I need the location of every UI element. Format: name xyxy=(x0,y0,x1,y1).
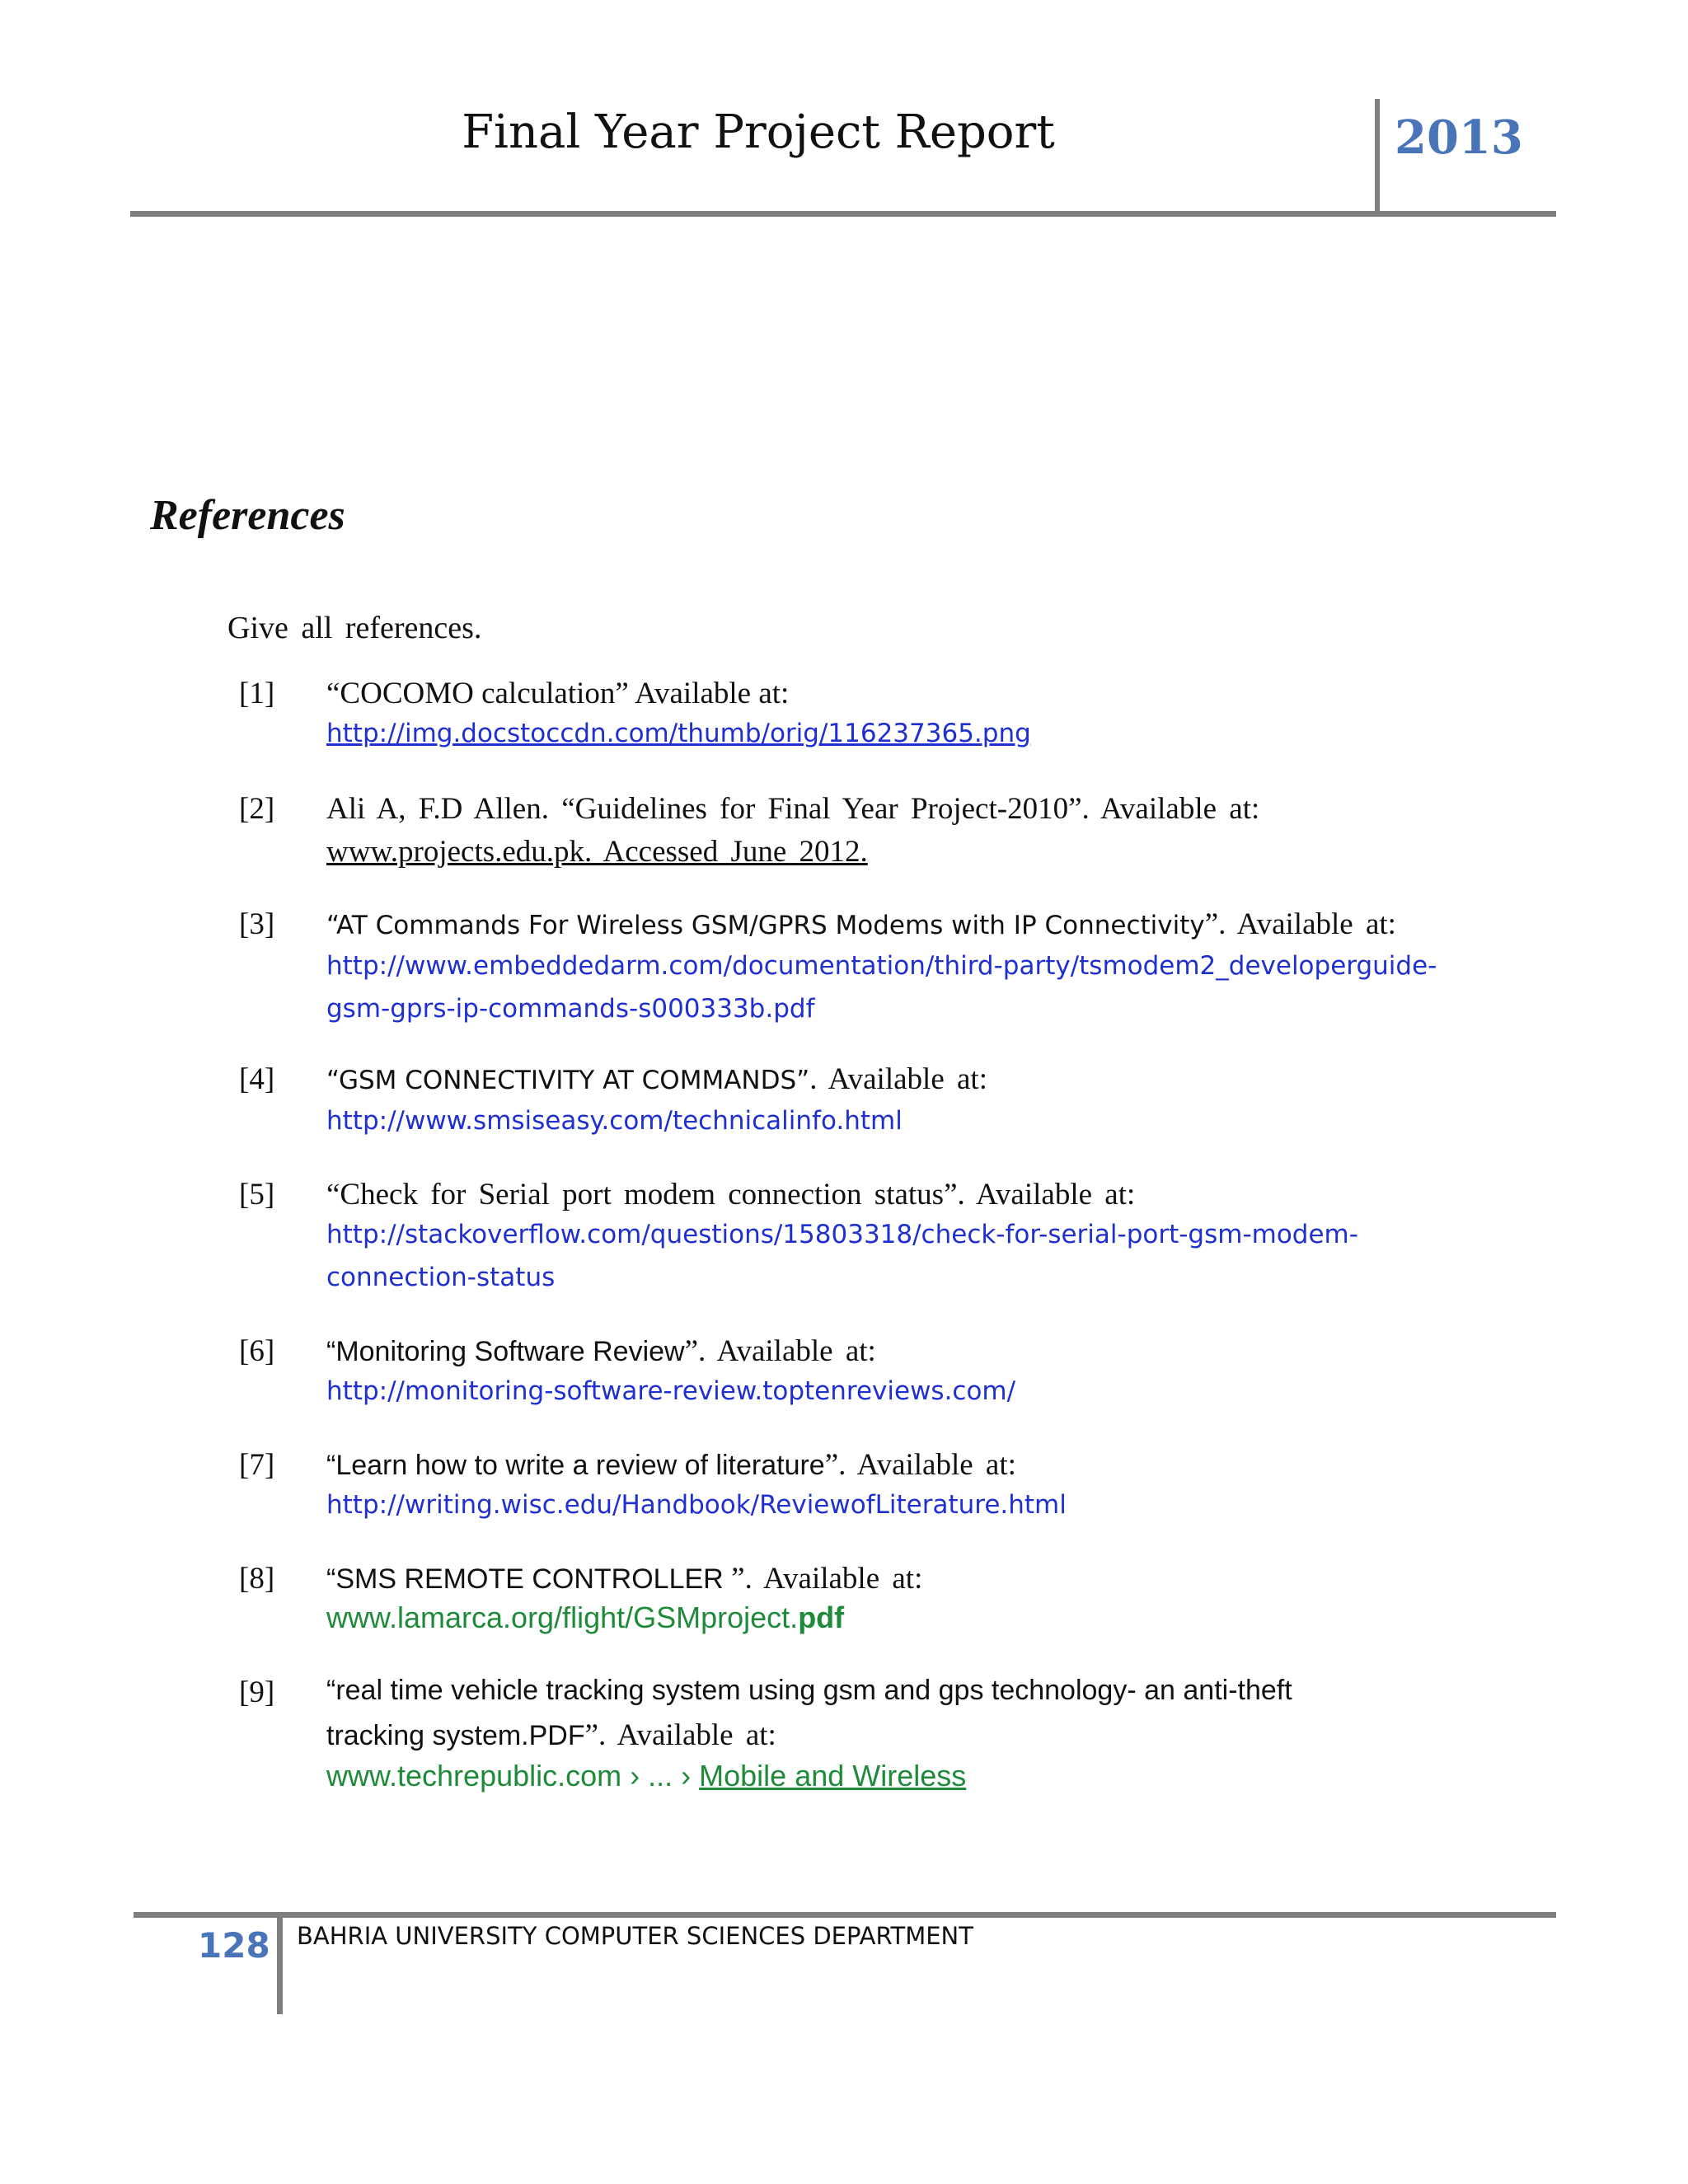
page-number: 128 xyxy=(198,1925,270,1966)
reference-link-text: www.lamarca.org/flight/GSMproject. xyxy=(326,1601,799,1634)
section-intro: Give all references. xyxy=(227,611,482,645)
reference-title-line xyxy=(326,1447,1016,1483)
reference-available: ”. Available at: xyxy=(1204,907,1396,941)
reference-link-continued[interactable]: gsm-gprs-ip-commands-s000333b.pdf xyxy=(326,994,815,1024)
reference-number: [3] xyxy=(239,907,275,941)
reference-number: [6] xyxy=(239,1334,275,1368)
header-divider-vertical xyxy=(1375,99,1380,214)
reference-link-extension: pdf xyxy=(798,1601,845,1634)
reference-link[interactable]: http://stackoverflow.com/questions/15803318/check-for-serial-port-gsm-modem- xyxy=(326,1220,1358,1249)
reference-title-line xyxy=(326,1333,876,1369)
reference-number: [9] xyxy=(239,1675,275,1709)
reference-link[interactable] xyxy=(326,1601,844,1635)
reference-title: “COCOMO calculation” Available at: xyxy=(326,677,790,710)
reference-title: Ali A, F.D Allen. “Guidelines for Final Year Project-2010”. Available at: xyxy=(326,792,1260,826)
reference-link[interactable]: http://img.docstoccdn.com/thumb/orig/116237365.png xyxy=(326,719,1031,748)
footer-rule xyxy=(134,1912,1556,1918)
reference-available: ”. Available at: xyxy=(731,1562,923,1596)
reference-title-line xyxy=(326,1718,776,1753)
reference-title-continued: tracking system.PDF xyxy=(326,1720,585,1751)
reference-title-line xyxy=(326,1561,922,1596)
reference-title: “real time vehicle tracking system using gsm and gps technology- an anti-theft xyxy=(326,1675,1292,1706)
reference-title-line xyxy=(326,1062,987,1097)
reference-link[interactable]: Mobile and Wireless xyxy=(699,1759,967,1793)
reference-title: “Check for Serial port modem connection status”. Available at: xyxy=(326,1178,1136,1212)
footer-department: BAHRIA UNIVERSITY COMPUTER SCIENCES DEPARTMENT xyxy=(297,1922,973,1950)
reference-number: [1] xyxy=(239,677,275,710)
header-year: 2013 xyxy=(1395,110,1523,165)
reference-title: “GSM CONNECTIVITY AT COMMANDS” xyxy=(326,1066,810,1095)
reference-link[interactable]: http://www.embeddedarm.com/documentation/third-party/tsmodem2_developerguide- xyxy=(326,951,1437,981)
reference-link[interactable]: http://monitoring-software-review.toptenreviews.com/ xyxy=(326,1376,1016,1406)
reference-number: [2] xyxy=(239,792,275,826)
reference-available: ”. Available at: xyxy=(584,1718,776,1752)
reference-number: [5] xyxy=(239,1178,275,1212)
reference-available: ”. Available at: xyxy=(684,1334,876,1368)
footer-divider-vertical xyxy=(277,1914,283,2014)
reference-link-continued[interactable]: connection-status xyxy=(326,1263,556,1292)
reference-available: ”. Available at: xyxy=(824,1448,1016,1482)
reference-available: . Available at: xyxy=(809,1062,987,1096)
reference-breadcrumb-link xyxy=(326,1759,966,1793)
reference-number: [7] xyxy=(239,1448,275,1482)
reference-link[interactable]: www.projects.edu.pk. Accessed June 2012. xyxy=(326,835,868,869)
reference-number: [4] xyxy=(239,1062,275,1096)
header-rule xyxy=(130,211,1556,217)
reference-link[interactable]: http://www.smsiseasy.com/technicalinfo.html xyxy=(326,1106,903,1136)
section-title: References xyxy=(150,492,345,539)
reference-link[interactable]: http://writing.wisc.edu/Handbook/ReviewofLiterature.html xyxy=(326,1490,1067,1520)
reference-title-line xyxy=(326,907,1396,942)
reference-link-text: www.techrepublic.com › ... › xyxy=(326,1759,700,1793)
header-title: Final Year Project Report xyxy=(462,105,1055,159)
reference-title: “Learn how to write a review of literature xyxy=(326,1450,825,1481)
reference-title: “SMS REMOTE CONTROLLER xyxy=(326,1563,732,1595)
reference-title: “AT Commands For Wireless GSM/GPRS Modems with IP Connectivity xyxy=(326,911,1205,940)
reference-title: “Monitoring Software Review xyxy=(326,1336,685,1367)
reference-number: [8] xyxy=(239,1562,275,1596)
